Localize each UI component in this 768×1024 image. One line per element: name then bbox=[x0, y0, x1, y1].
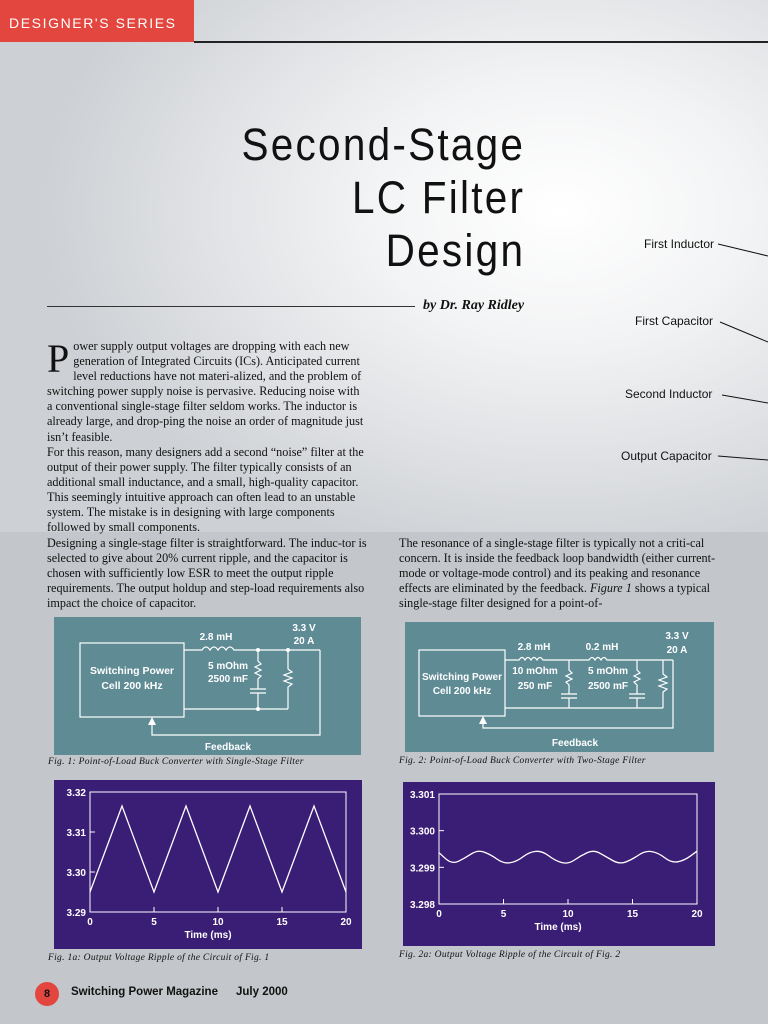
intro-paragraph-2: For this reason, many designers add a second “noise” filter at the output of their power supply. The filter typically consists of an additional small inductance, and a small, high-quality capacitor. This seemingly intuitive approach can often lead to an unstable system. The mistake is in designing with large components followed by small components. bbox=[47, 444, 364, 535]
fig2-vout-label: 3.3 V bbox=[665, 631, 689, 642]
callout-first-inductor: First Inductor bbox=[644, 237, 715, 251]
x-tick-label: 20 bbox=[691, 909, 703, 920]
fig1-circuit bbox=[54, 617, 361, 755]
intro-paragraph-1: ower supply output voltages are dropping with each new generation of Integrated Circuits (ICs). Anticipated current level reductions have not materi-alized, and the problem of switching power supply noise is pervasive. Reducing noise with a conventional single-stage filter seldom works. The inductor is already large, and drop-ping the noise an order of magnitude just isn’t feasible. bbox=[47, 339, 364, 444]
y-tick-label: 3.300 bbox=[409, 826, 435, 838]
fig2-capacitor1 bbox=[561, 660, 577, 708]
fig1-node-3 bbox=[256, 707, 260, 711]
fig1-iout-label: 20 A bbox=[293, 636, 315, 647]
fig1-esr-label: 5 mOhm bbox=[207, 661, 249, 672]
fig2-source-line1: Switching Power bbox=[421, 672, 503, 683]
x-tick-label: 0 bbox=[87, 917, 93, 928]
x-tick-label: 15 bbox=[276, 917, 288, 928]
y-tick-label: 3.298 bbox=[409, 900, 435, 911]
intro-text bbox=[47, 336, 367, 535]
x-tick-label: 10 bbox=[562, 909, 574, 920]
body-left-column: Designing a single-stage filter is straightforward. The induc-tor is selected to give about 20% current ripple, and the capacitor is chosen with sufficiently low ESR to meet the output ripple requirements. The output holdup and step-load requirements also impact the choice of capacitor. bbox=[47, 536, 367, 611]
y-tick-label: 3.29 bbox=[66, 908, 86, 919]
y-tick-label: 3.30 bbox=[66, 868, 86, 879]
title-line-3: Design bbox=[385, 225, 525, 276]
y-tick-label: 3.31 bbox=[66, 828, 86, 839]
fig2-esr1-label: 10 mOhm bbox=[512, 666, 558, 677]
issue-date: July 2000 bbox=[236, 986, 288, 998]
fig1-source-line2: Cell 200 kHz bbox=[101, 680, 163, 692]
y-tick-label: 3.299 bbox=[409, 863, 435, 875]
callout-second-inductor: Second Inductor bbox=[625, 387, 713, 401]
figure-reference: Figure 1 bbox=[589, 581, 632, 596]
fig2a-caption: Fig. 2a: Output Voltage Ripple of the Circuit of Fig. 2 bbox=[399, 950, 621, 960]
leader-first-capacitor bbox=[720, 322, 768, 342]
fig1-caption: Fig. 1: Point-of-Load Buck Converter with Single-Stage Filter bbox=[48, 757, 304, 767]
ripple-series-line bbox=[90, 806, 346, 892]
byline: by Dr. Ray Ridley bbox=[423, 298, 525, 313]
title-line-1: Second-Stage bbox=[241, 119, 525, 170]
fig2-cap1-label: 250 mF bbox=[517, 681, 553, 692]
fig1-node-2 bbox=[286, 648, 290, 652]
body-right-column bbox=[399, 536, 717, 611]
leader-output-capacitor bbox=[718, 456, 768, 460]
x-tick-label: 20 bbox=[340, 917, 352, 928]
fig2-circuit bbox=[405, 622, 714, 752]
x-tick-label: 0 bbox=[436, 909, 442, 920]
magazine-name: Switching Power Magazine bbox=[71, 986, 218, 998]
fig2-inductor2-label: 0.2 mH bbox=[585, 642, 619, 653]
x-axis-label: Time (ms) bbox=[534, 922, 582, 933]
fig2-source-line2: Cell 200 kHz bbox=[432, 686, 492, 697]
fig2-esr2-label: 5 mOhm bbox=[587, 666, 629, 677]
y-tick-label: 3.32 bbox=[66, 788, 86, 799]
fig2a-plot bbox=[403, 782, 715, 946]
fig1-feedback-label: Feedback bbox=[204, 742, 252, 753]
fig2-source-box bbox=[419, 650, 505, 716]
fig2-load bbox=[659, 660, 667, 708]
fig1a-plot bbox=[54, 780, 362, 949]
page-number: 8 bbox=[35, 982, 59, 1006]
x-tick-label: 5 bbox=[151, 917, 157, 928]
fig2-inductor-wire bbox=[505, 658, 673, 661]
x-axis-label: Time (ms) bbox=[184, 930, 232, 941]
fig2a-chart bbox=[403, 782, 715, 946]
top-rule bbox=[194, 41, 768, 43]
fig1-vout-label: 3.3 V bbox=[292, 623, 316, 634]
fig2-inductor1-label: 2.8 mH bbox=[517, 642, 551, 653]
plot-frame bbox=[90, 792, 346, 912]
body-right-text-a: The resonance of a single-stage filter is typically not a criti-cal concern. It is inside the feedback loop bandwidth (either current-mode or voltage-mode control) and its peaking and resonance effects are eliminated by the feedback. bbox=[399, 536, 716, 596]
body-right-text-b: shows a typical single-stage filter designed for a point-of- bbox=[399, 581, 711, 611]
fig2-feedback-arrow bbox=[479, 716, 487, 724]
fig2-feedback-label: Feedback bbox=[551, 738, 599, 749]
series-tag: DESIGNER'S SERIES bbox=[0, 0, 194, 42]
fig1-feedback-arrow bbox=[148, 717, 156, 725]
fig1a-caption: Fig. 1a: Output Voltage Ripple of the Circuit of Fig. 1 bbox=[48, 953, 270, 963]
ripple-series-line bbox=[439, 851, 697, 863]
fig2-caption: Fig. 2: Point-of-Load Buck Converter with Two-Stage Filter bbox=[399, 756, 646, 766]
x-tick-label: 15 bbox=[626, 909, 639, 920]
fig1-cap-label: 2500 mF bbox=[207, 674, 249, 685]
fig1-node-1 bbox=[256, 648, 260, 652]
callout-first-capacitor: First Capacitor bbox=[635, 314, 714, 328]
fig1-inductor-wire bbox=[184, 647, 320, 650]
fig2-capacitor2 bbox=[629, 660, 645, 708]
callout-output-capacitor: Output Capacitor bbox=[621, 449, 712, 463]
fig1-load bbox=[284, 650, 292, 709]
fig2-schematic bbox=[405, 622, 714, 752]
fig1-capacitor bbox=[250, 650, 266, 709]
title-line-2: LC Filter bbox=[351, 172, 525, 223]
fig1a-chart bbox=[54, 780, 362, 949]
fig1-inductor-label: 2.8 mH bbox=[199, 632, 233, 643]
fig2-iout-label: 20 A bbox=[666, 645, 688, 656]
article-title bbox=[241, 118, 525, 277]
x-tick-label: 10 bbox=[212, 917, 224, 928]
leader-first-inductor bbox=[718, 244, 768, 256]
drop-cap: P bbox=[47, 336, 70, 381]
byline-rule bbox=[47, 306, 415, 307]
x-tick-label: 5 bbox=[500, 909, 507, 920]
y-tick-label: 3.301 bbox=[409, 790, 435, 801]
fig2-cap2-label: 2500 mF bbox=[587, 681, 629, 692]
callout-leader-lines bbox=[710, 230, 768, 470]
fig1-source-line1: Switching Power bbox=[89, 665, 175, 677]
leader-second-inductor bbox=[722, 395, 768, 403]
fig1-schematic bbox=[54, 617, 361, 755]
plot-frame bbox=[439, 794, 697, 904]
